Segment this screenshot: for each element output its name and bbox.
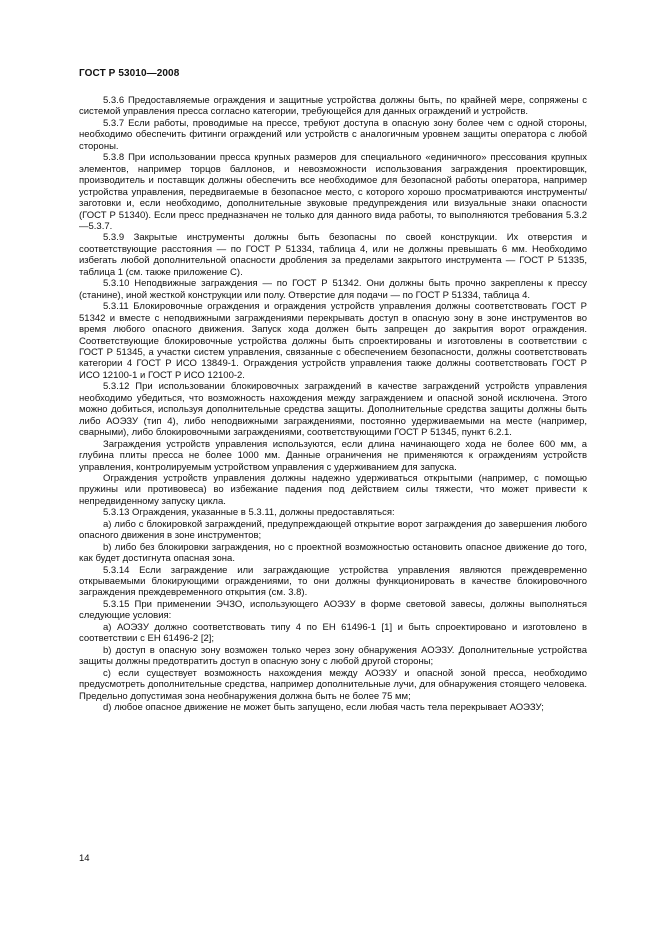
paragraph-5-3-14: 5.3.14 Если заграждение или заграждающие устройства управления являются преждевременно открываемыми блокирующими ограждениями, то они должны функционировать в качестве блокировочного заграждения преждевременного открытия (см. 3.8). (79, 564, 587, 599)
document-body (79, 95, 587, 713)
paragraph-5-3-12-note-2: Ограждения устройств управления должны надежно удерживаться открытыми (например, с помощью пружины или противовеса) во избежание падения под действием силы тяжести, что может привести к непредвиденному запуску цикла. (79, 472, 587, 507)
document-header: ГОСТ Р 53010—2008 (79, 68, 180, 79)
paragraph-5-3-7: 5.3.7 Если работы, проводимые на прессе, требуют доступа в опасную зону более чем с одной стороны, необходимо обеспечить фитинги ограждений или устройств с аналогичным уровнем защиты оператора с любой стороны. (79, 117, 587, 152)
paragraph-5-3-15-d: d) любое опасное движение не может быть запущено, если любая часть тела перекрывает АОЭЗУ; (103, 702, 544, 714)
paragraph-5-3-13: 5.3.13 Ограждения, указанные в 5.3.11, должны предоставляться: (103, 507, 395, 519)
paragraph-5-3-15-a: a) АОЭЗУ должно соответствовать типу 4 по ЕН 61496-1 [1] и быть спроектировано и изготовлено в соответствии с ЕН 61496-2 [2]; (79, 621, 587, 645)
paragraph-5-3-9: 5.3.9 Закрытые инструменты должны быть безопасны по своей конструкции. Их отверстия и соответствующие расстояния — по ГОСТ Р 51334, таблица 4, или не должны превышать 6 мм. Необходимо избегать любой дополнительной опасности дробления за пределами закрытого инструмента — ГОСТ Р 51335, таблица 1 (см. также приложение С). (79, 232, 587, 278)
paragraph-5-3-12-note-1: Заграждения устройств управления используются, если длина начинающего хода не более 600 мм, а глубина плиты пресса не более 1000 мм. Данные ограничения не применяются к ограждениям устройств управления, контролируемым устройством управления с удерживанием для запуска. (79, 438, 587, 473)
paragraph-5-3-11: 5.3.11 Блокировочные ограждения и ограждения устройств управления должны соответствовать ГОСТ Р 51342 и вместе с неподвижными заграждениями перекрывать доступ в опасную зону в зоне инструментов во время любого опасного движения. Запуск хода должен быть запрещен до закрытия ворот ограждения. Соответствующие блокировочные устройства должны быть спроектированы и изготовлены в соответствии с ГОСТ Р 51345, а участки систем управления, связанные с обеспечением безопасности, должны соответствовать категории 4 ГОСТ Р ИСО 13849-1. Ограждения устройств управления также должны соответствовать ГОСТ Р ИСО 12100-1 и ГОСТ Р ИСО 12100-2. (79, 301, 587, 381)
page-number: 14 (79, 853, 90, 864)
paragraph-5-3-13-a: a) либо с блокировкой заграждений, предупреждающей открытие ворот заграждения до завершения любого опасного движения в зоне инструментов; (79, 518, 587, 542)
paragraph-5-3-13-b: b) либо без блокировки заграждения, но с проектной возможностью остановить опасное движение до того, как будет достигнута опасная зона. (79, 541, 587, 565)
paragraph-5-3-10: 5.3.10 Неподвижные заграждения — по ГОСТ Р 51342. Они должны быть прочно закреплены к прессу (станине), иной жесткой конструкции или полу. Отверстие для подачи — по ГОСТ Р 51334, таблица 4. (79, 278, 587, 301)
paragraph-5-3-8: 5.3.8 При использовании пресса крупных размеров для специального «единичного» прессования крупных элементов, например торцов баллонов, и невозможности использования заграждения проектировщик, производитель и поставщик должны обеспечить все необходимое для безопасной работы оператора, например устройства управления, передвигаемые в безопасное место, с которого хорошо просматриваются инструменты/заготовки и, если необходимо, дополнительные звуковые предупреждения или визуальные знаки опасности (ГОСТ Р 51340). Если пресс предназначен не только для данного вида работы, то выполняются требования 5.3.2—5.3.7. (79, 152, 587, 232)
paragraph-5-3-15-c: c) если существует возможность нахождения между АОЭЗУ и опасной зоной пресса, необходимо предусмотреть дополнительные средства, например дополнительные лучи, для обнаружения стоящего человека. Предельно допустимая зона необнаружения должна быть не более 75 мм; (79, 667, 587, 702)
paragraph-5-3-6: 5.3.6 Предоставляемые ограждения и защитные устройства должны быть, по крайней мере, сопряжены с системой управления пресса согласно категории, требующейся для данных ограждений и устройств. (79, 95, 587, 118)
paragraph-5-3-15: 5.3.15 При применении ЭЧЗО, использующего АОЭЗУ в форме световой завесы, должны выполняться следующие условия: (79, 598, 587, 622)
paragraph-5-3-12: 5.3.12 При использовании блокировочных заграждений в качестве заграждений устройств управления необходимо убедиться, что возможность нахождения между заграждением и опасной зоной исключена. Этого можно добиться, используя дополнительные средства защиты. Дополнительные средства защиты должны быть либо АОЭЗУ (тип 4), либо неподвижными заграждениями, постоянно удерживаемыми на месте (например, сварными), либо блокировочными заграждениями, соответствующими ГОСТ Р 51345, пункт 6.2.1. (79, 381, 587, 439)
paragraph-5-3-15-b: b) доступ в опасную зону возможен только через зону обнаружения АОЭЗУ. Дополнительные устройства защиты должны предотвратить доступ в опасную зону с любой другой стороны; (79, 644, 587, 668)
